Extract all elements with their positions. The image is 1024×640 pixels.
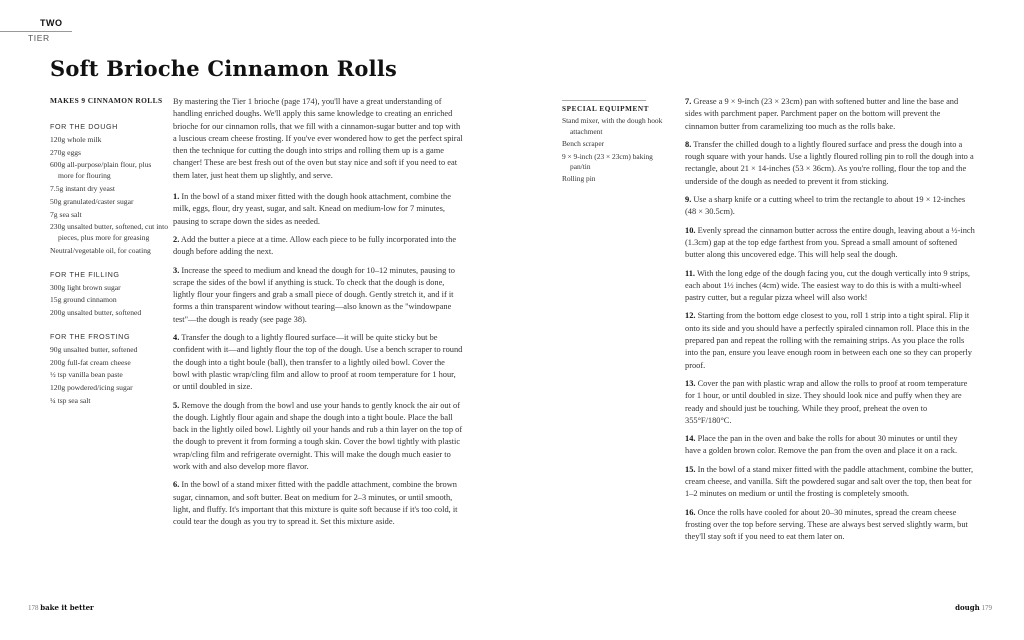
- step-number: 3.: [173, 265, 180, 275]
- step-text: Use a sharp knife or a cutting wheel to trim the rectangle to about 19 × 12-inches (48 × 30.5cm).: [685, 195, 966, 217]
- step-text: Add the butter a piece at a time. Allow each piece to be fully incorporated into the dough before adding the next.: [173, 234, 457, 257]
- recipe-yield: MAKES 9 CINNAMON ROLLS: [50, 96, 163, 105]
- method-step: [685, 194, 975, 219]
- steps-list-right: [685, 96, 975, 544]
- ingredient-item: 7g sea salt: [50, 209, 82, 219]
- method-step: [685, 507, 975, 544]
- step-text: In the bowl of a stand mixer fitted with the dough hook attachment, combine the milk, eggs, flour, dry yeast, sugar, and salt. Knead on medium-low for 7 minutes, pausing to scrape down the sides as needed.: [173, 192, 451, 226]
- method-column-right: [685, 96, 975, 550]
- step-number: 13.: [685, 378, 696, 388]
- step-text: Evenly spread the cinnamon butter across the entire dough, leaving about a ½-inch (1.3cm) gap at the top edge farthest from you. Spread a small amount of softened butter along this uncovered edge. This will help seal the dough.: [685, 225, 975, 260]
- step-number: 4.: [173, 333, 180, 343]
- ingredient-section: [50, 122, 168, 257]
- steps-list-left: [173, 191, 463, 528]
- step-text: In the bowl of a stand mixer fitted with the paddle attachment, combine the brown sugar, cinnamon, and soft butter. Beat on medium for 2–3 minutes, or until smooth, light, and fluffy. It's important that this mixture is quite soft because if it's too cold, it could tear the dough as you try to spread it. Set this mixture aside.: [173, 480, 458, 527]
- ingredient-sections: [50, 122, 168, 407]
- step-number: 1.: [173, 192, 180, 202]
- ingredient-item: 600g all-purpose/plain flour, plus more for flouring: [50, 160, 152, 181]
- step-text: Transfer the chilled dough to a lightly floured surface and press the dough into a rough square with your hands. Use a lightly floured rolling pin to roll the dough into a rectangle, about 21 × 14-inches (53 × 36cm). As you're rolling, flour the top and the underside of the dough as needed to prevent it from sticking.: [685, 139, 974, 186]
- equipment-item: Rolling pin: [562, 174, 596, 184]
- step-text: Cover the pan with plastic wrap and allow the rolls to proof at room temperature for 1 hour, or until doubled in size. They should look nice and puffy when they are ready and should just be touching. While they proof, preheat the oven to 355°F/180°C.: [685, 378, 968, 425]
- method-step: [173, 332, 463, 393]
- step-number: 6.: [173, 480, 180, 490]
- recipe-intro: By mastering the Tier 1 brioche (page 174), you'll have a great understanding of handling enriched doughs. We'll apply this same knowledge to creating an enriched brioche for our cinnamon rolls, that we fill with a cinnamon-sugar butter and top with a luscious cream cheese frosting. If you've ever wondered how to get the perfect spiral then the technique for cutting the dough into strips and rolling them up is a game changer! These are best fresh out of the oven but stay nice and soft if you need to eat them later, just heat them up slightly, and serve.: [173, 97, 463, 180]
- tier-number: TWO: [40, 18, 63, 28]
- step-text: Place the pan in the oven and bake the rolls for about 30 minutes or until they have a golden brown color. Remove the pan from the oven and place it on a rack.: [685, 434, 958, 456]
- step-text: Remove the dough from the bowl and use your hands to gently knock the air out of the dough. Lightly flour again and shape the dough into a tight boule. Place the ball back in the lightly oiled bowl. Lightly oil your hands and rub a thin layer on the top of the dough to prevent it from forming a tough skin. Cover the bowl tightly with plastic wrap/cling film and refrigerate overnight. This will make the dough much easier to work with and also develop more flavor.: [173, 400, 463, 472]
- method-step: [685, 433, 975, 458]
- step-number: 2.: [173, 234, 180, 244]
- equipment-divider: [562, 100, 646, 101]
- step-text: Starting from the bottom edge closest to you, roll 1 strip into a tight spiral. Flip it onto its side and you should have a perfectly spiraled cinnamon roll. Place this in the prepared pan and repeat the rolling with the remaining strips. As you place the rolls into the pan, ensure you leave enough room in between each one so they can properly proof.: [685, 311, 972, 370]
- footer-right: [955, 603, 992, 612]
- ingredient-section-heading: FOR THE FROSTING: [50, 331, 131, 341]
- step-number: 10.: [685, 225, 696, 235]
- ingredient-item: 7.5g instant dry yeast: [50, 183, 115, 193]
- step-text: Increase the speed to medium and knead the dough for 10–12 minutes, pausing to scrape the sides of the bowl if anything is stuck. To check that the dough is done, lightly flour your fingers and grab a small piece of dough. Gently stretch it, and if it forms a thin transparent window without tearing—also known as the "windowpane test"—the dough is ready (see page 38).: [173, 265, 455, 324]
- ingredient-item: 230g unsalted butter, softened, cut into pieces, plus more for greasing: [50, 222, 169, 243]
- ingredient-item: 120g powdered/icing sugar: [50, 383, 133, 393]
- equipment-item: Stand mixer, with the dough hook attachment: [562, 116, 663, 136]
- ingredient-item: 15g ground cinnamon: [50, 295, 117, 305]
- method-step: [685, 225, 975, 262]
- step-number: 12.: [685, 311, 696, 321]
- method-column-left: [173, 96, 463, 535]
- ingredient-item: 120g whole milk: [50, 134, 102, 144]
- method-step: [685, 464, 975, 501]
- method-step: [173, 400, 463, 474]
- ingredients-column: [50, 96, 168, 420]
- step-text: Transfer the dough to a lightly floured surface—it will be quite sticky but be confident with it—and lightly flour the top of the dough. Use a bench scraper to round the dough into a tight boule (ball), then transfer to a lightly oiled bowl. Cover the bowl with plastic wrap/cling film and allow to proof at room temperature for 1 hour, or until doubled in size.: [173, 333, 463, 392]
- step-number: 11.: [685, 268, 696, 278]
- ingredient-item: 200g full-fat cream cheese: [50, 357, 131, 367]
- step-number: 8.: [685, 139, 692, 149]
- ingredient-section-heading: FOR THE FILLING: [50, 269, 120, 279]
- ingredient-section: [50, 270, 168, 319]
- step-number: 14.: [685, 434, 696, 444]
- equipment-item: 9 × 9-inch (23 × 23cm) baking pan/tin: [562, 151, 653, 172]
- special-equipment: [562, 100, 674, 187]
- method-step: [173, 479, 463, 528]
- step-text: With the long edge of the dough facing you, cut the dough vertically into 9 strips, each about 1½ inches (4cm) wide. The easiest way to do this is with a multi-wheel pastry cutter, but a regular pizza wheel will also work!: [685, 268, 970, 303]
- method-step: [173, 191, 463, 228]
- step-text: Grease a 9 × 9-inch (23 × 23cm) pan with softened butter and line the base and sides with parchment paper. Parchment paper on the bottom will prevent the cinnamon butter from caramelizing too much as the rolls bake.: [685, 97, 959, 131]
- page-number-right: 179: [981, 604, 992, 612]
- book-title: bake it better: [40, 603, 94, 612]
- ingredient-item: ½ tsp vanilla bean paste: [50, 370, 123, 380]
- ingredient-item: 50g granulated/caster sugar: [50, 196, 134, 206]
- tier-divider: [0, 31, 72, 32]
- ingredient-item: Neutral/vegetable oil, for coating: [50, 245, 151, 255]
- step-number: 9.: [685, 195, 692, 205]
- ingredient-item: 90g unsalted butter, softened: [50, 344, 138, 354]
- step-number: 15.: [685, 464, 696, 474]
- ingredient-item: 200g unsalted butter, softened: [50, 308, 142, 318]
- equipment-item: Bench scraper: [562, 139, 605, 149]
- footer-left: [28, 603, 94, 612]
- ingredient-item: 270g eggs: [50, 147, 82, 157]
- chapter-title: dough: [955, 603, 980, 612]
- step-number: 7.: [685, 97, 692, 106]
- ingredient-section-heading: FOR THE DOUGH: [50, 122, 118, 131]
- method-step: [173, 234, 463, 259]
- step-number: 16.: [685, 507, 696, 517]
- recipe-title: Soft Brioche Cinnamon Rolls: [50, 56, 398, 81]
- equipment-list: [562, 116, 674, 184]
- method-step: [685, 139, 975, 188]
- ingredient-item: ¼ tsp sea salt: [50, 395, 91, 405]
- page-number-left: 178: [28, 604, 39, 612]
- ingredient-item: 300g light brown sugar: [50, 282, 121, 292]
- method-step: [685, 96, 975, 133]
- step-text: In the bowl of a stand mixer fitted with the paddle attachment, combine the butter, cream cheese, and vanilla. Sift the powdered sugar and salt over the top, then beat for 1–2 minutes on medium or until the frosting is completely smooth.: [685, 464, 974, 499]
- method-step: [685, 310, 975, 371]
- ingredient-section: [50, 332, 168, 407]
- method-step: [173, 265, 463, 326]
- step-number: 5.: [173, 400, 180, 410]
- equipment-heading: SPECIAL EQUIPMENT: [562, 105, 650, 113]
- step-text: Once the rolls have cooled for about 20–30 minutes, spread the cream cheese frosting over the top before serving. These are always best served slightly warm, but they'll stay soft if you need to eat them later on.: [685, 507, 968, 542]
- method-step: [685, 378, 975, 427]
- tier-label: TIER: [28, 33, 50, 43]
- method-step: [685, 268, 975, 305]
